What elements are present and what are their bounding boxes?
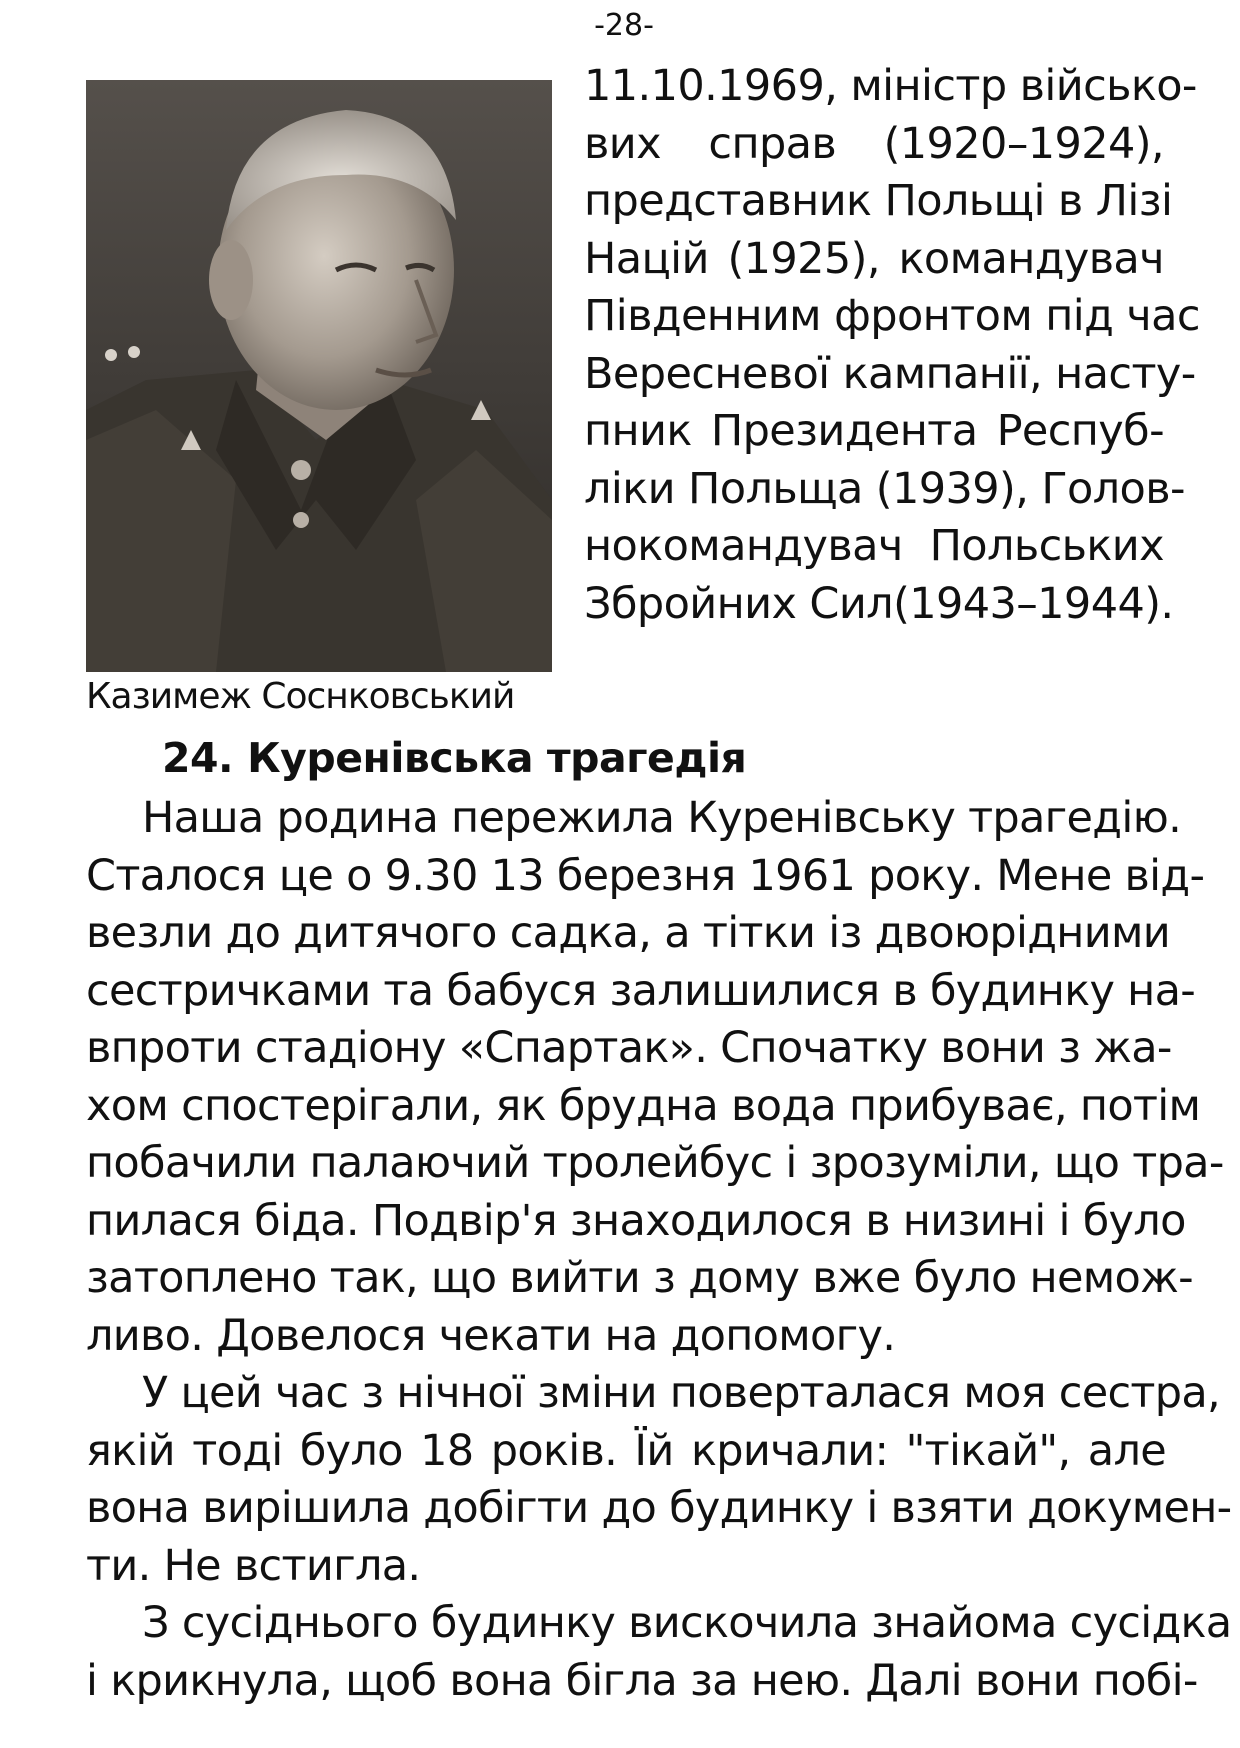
text-line: і крикнула, щоб вона бігла за нею. Далі вони побі- <box>86 1655 1198 1706</box>
text-line: З сусіднього будинку вискочила знайома сусідка <box>142 1598 1232 1648</box>
text-line: У цей час з нічної зміни поверталася моя сестра, <box>142 1368 1220 1418</box>
text-line: Націй (1925), командувач <box>584 233 1164 284</box>
text-line: представник Польщі в Лізі <box>584 176 1173 226</box>
section-number: 24. <box>162 734 234 782</box>
text-line: якій тоді було 18 років. Їй кричали: "тікай", але <box>86 1425 1166 1476</box>
text-line: пилася біда. Подвір'я знаходилося в низині і було <box>86 1195 1186 1246</box>
text-line: везли до дитячого садка, а тітки із двоюрідними <box>86 908 1170 958</box>
text-line: Сталося це о 9.30 13 березня 1961 року. Мене від- <box>86 850 1205 901</box>
photo-caption: Казимеж Соснковський <box>86 676 515 717</box>
text-line: вона вирішила добігти до будинку і взяти докумен- <box>86 1483 1232 1533</box>
text-line: хом спостерігали, як брудна вода прибуває, потім <box>86 1080 1201 1131</box>
text-line: нокомандувач Польських <box>584 521 1164 571</box>
text-line: сестричками та бабуся залишилися в будинку на- <box>86 965 1196 1016</box>
text-line: Вересневої кампанії, насту- <box>584 348 1196 399</box>
text-line: пник Президента Респуб- <box>584 406 1164 456</box>
text-line: ливо. Довелося чекати на допомогу. <box>86 1310 896 1361</box>
text-line: ти. Не встигла. <box>86 1540 421 1591</box>
text-line: затоплено так, що вийти з дому вже було немож- <box>86 1253 1193 1303</box>
text-line: Південним фронтом під час <box>584 291 1200 341</box>
side-paragraph <box>584 58 1200 633</box>
portrait-photo <box>86 80 552 672</box>
section-title: Куренівська трагедія <box>247 734 747 782</box>
text-line: побачили палаючий тролейбус і зрозуміли, що тра- <box>86 1138 1224 1188</box>
text-line: впроти стадіону «Спартак». Спочатку вони з жа- <box>86 1023 1172 1073</box>
section-heading <box>162 728 746 788</box>
text-line: ліки Польща (1939), Голов- <box>584 463 1185 514</box>
body-paragraphs <box>86 790 1232 1710</box>
text-line: 11.10.1969, міністр військо- <box>584 61 1197 111</box>
text-line: вих справ (1920–1924), <box>584 118 1164 169</box>
text-line: Збройних Сил(1943–1944). <box>584 578 1174 629</box>
page-number: -28- <box>594 8 654 43</box>
text-line: Наша родина пережила Куренівську трагедію. <box>142 793 1182 843</box>
